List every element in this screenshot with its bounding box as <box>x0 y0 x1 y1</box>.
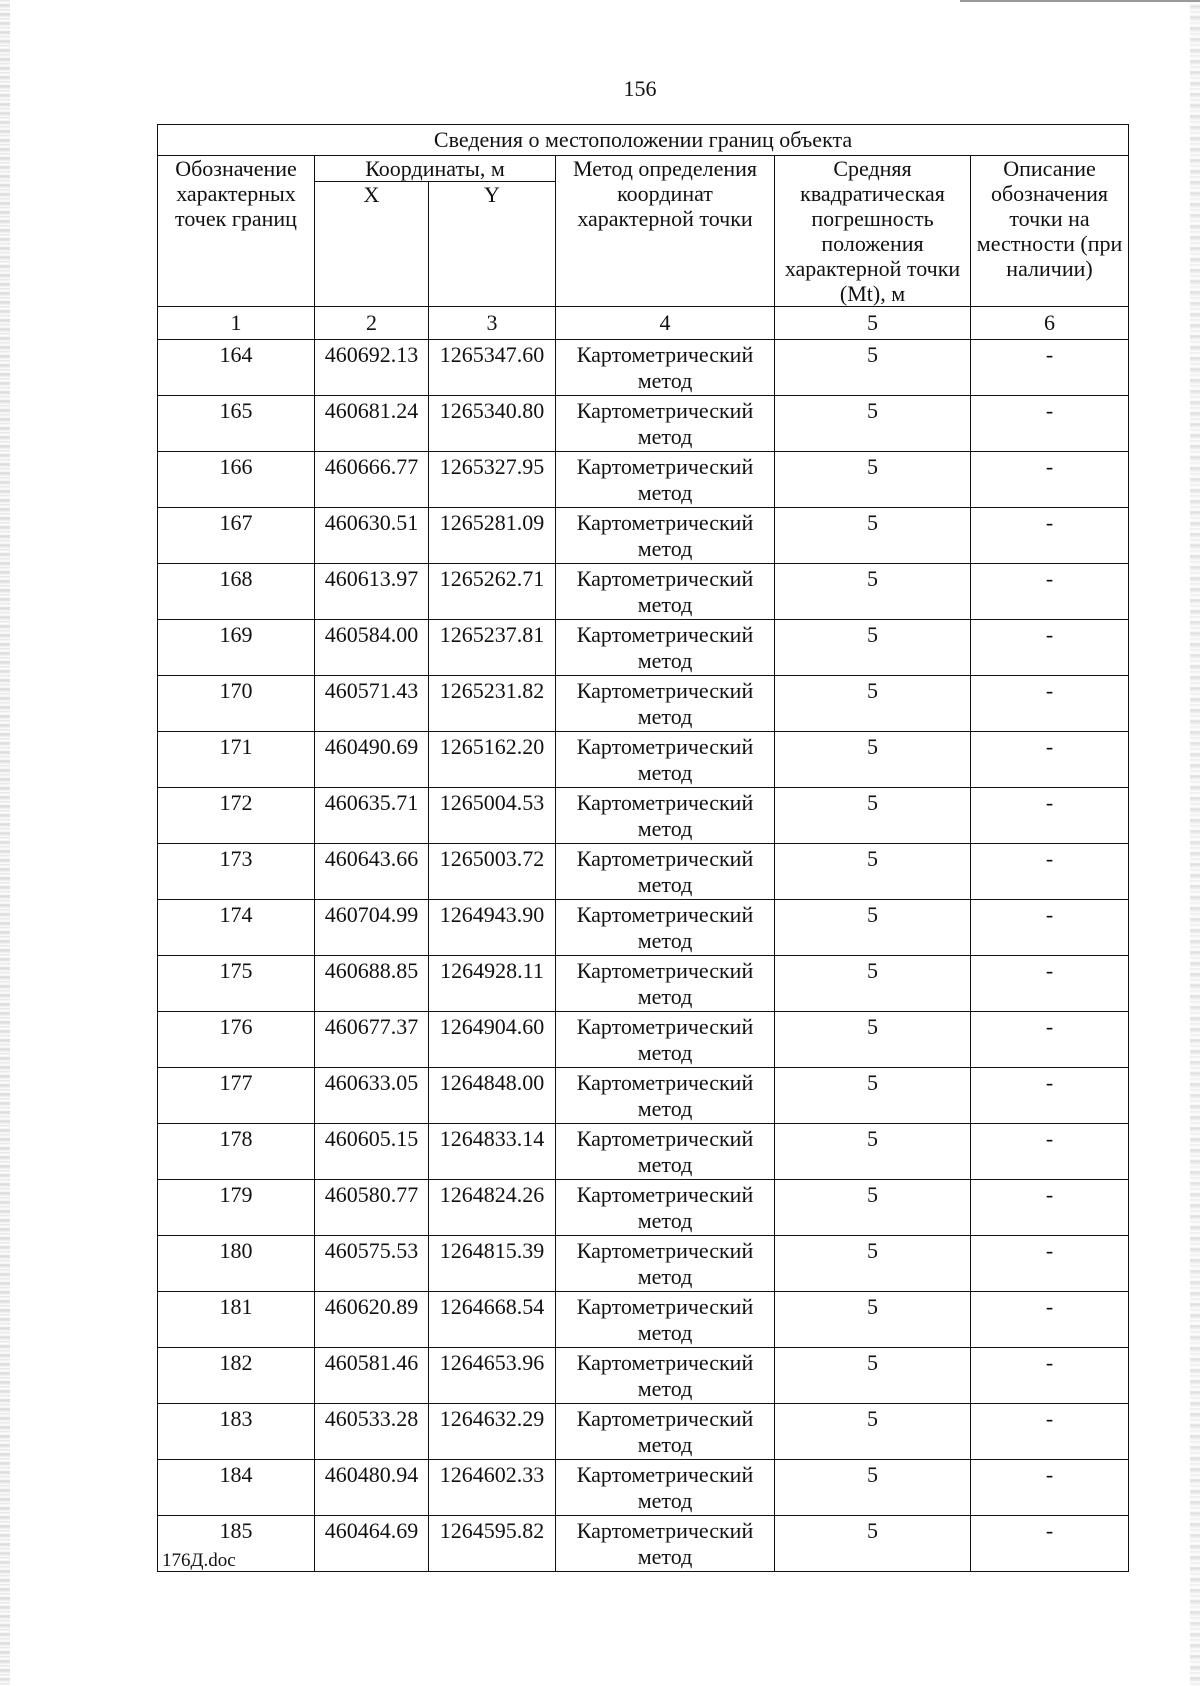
table-row <box>158 1180 1129 1236</box>
table-title: Сведения о местоположении границ объекта <box>158 125 1129 156</box>
cell-y: 1265231.82 <box>429 676 556 732</box>
cell-description: - <box>971 1012 1129 1068</box>
cell-point: 179 <box>158 1180 315 1236</box>
cell-y: 1264928.11 <box>429 956 556 1012</box>
cell-point: 169 <box>158 620 315 676</box>
cell-x: 460571.43 <box>315 676 429 732</box>
cell-method: Картометрический метод <box>556 900 775 956</box>
column-number: 4 <box>556 307 775 340</box>
cell-y: 1265004.53 <box>429 788 556 844</box>
cell-x: 460633.05 <box>315 1068 429 1124</box>
cell-error: 5 <box>775 1348 971 1404</box>
cell-error: 5 <box>775 1236 971 1292</box>
cell-point: 183 <box>158 1404 315 1460</box>
cell-error: 5 <box>775 396 971 452</box>
column-number: 1 <box>158 307 315 340</box>
cell-point: 176 <box>158 1012 315 1068</box>
cell-error: 5 <box>775 340 971 396</box>
cell-method: Картометрический метод <box>556 844 775 900</box>
cell-y: 1264833.14 <box>429 1124 556 1180</box>
cell-x: 460692.13 <box>315 340 429 396</box>
cell-error: 5 <box>775 1068 971 1124</box>
table-row <box>158 1292 1129 1348</box>
table-row <box>158 396 1129 452</box>
cell-y: 1265162.20 <box>429 732 556 788</box>
cell-point: 173 <box>158 844 315 900</box>
cell-description: - <box>971 900 1129 956</box>
cell-description: - <box>971 1460 1129 1516</box>
cell-point: 184 <box>158 1460 315 1516</box>
cell-error: 5 <box>775 956 971 1012</box>
cell-y: 1264848.00 <box>429 1068 556 1124</box>
table-row <box>158 676 1129 732</box>
column-number-row <box>158 307 1129 340</box>
cell-x: 460581.46 <box>315 1348 429 1404</box>
cell-point: 166 <box>158 452 315 508</box>
table-row <box>158 900 1129 956</box>
header-error: Средняя квадратическая погрешность положения характерной точки (Mt), м <box>775 156 971 307</box>
cell-point: 178 <box>158 1124 315 1180</box>
cell-method: Картометрический метод <box>556 1124 775 1180</box>
cell-description: - <box>971 340 1129 396</box>
cell-point: 171 <box>158 732 315 788</box>
page-number: 156 <box>623 76 657 101</box>
cell-y: 1264632.29 <box>429 1404 556 1460</box>
cell-y: 1265003.72 <box>429 844 556 900</box>
cell-method: Картометрический метод <box>556 1236 775 1292</box>
cell-point: 174 <box>158 900 315 956</box>
cell-point: 172 <box>158 788 315 844</box>
header-description: Описание обозначения точки на местности (при наличии) <box>971 156 1129 307</box>
cell-point: 167 <box>158 508 315 564</box>
table-row <box>158 340 1129 396</box>
cell-error: 5 <box>775 620 971 676</box>
cell-error: 5 <box>775 900 971 956</box>
table-row <box>158 1068 1129 1124</box>
header-coordinates: Координаты, м <box>315 156 556 182</box>
cell-point: 165 <box>158 396 315 452</box>
cell-description: - <box>971 1124 1129 1180</box>
cell-method: Картометрический метод <box>556 508 775 564</box>
cell-x: 460630.51 <box>315 508 429 564</box>
cell-x: 460704.99 <box>315 900 429 956</box>
cell-x: 460575.53 <box>315 1236 429 1292</box>
cell-point: 168 <box>158 564 315 620</box>
header-row <box>158 156 1129 182</box>
table-row <box>158 844 1129 900</box>
cell-point: 181 <box>158 1292 315 1348</box>
cell-point: 177 <box>158 1068 315 1124</box>
cell-description: - <box>971 1404 1129 1460</box>
cell-point: 182 <box>158 1348 315 1404</box>
cell-description: - <box>971 844 1129 900</box>
header-designation: Обозначение характерных точек границ <box>158 156 315 307</box>
cell-y: 1264602.33 <box>429 1460 556 1516</box>
cell-error: 5 <box>775 676 971 732</box>
cell-description: - <box>971 1516 1129 1572</box>
cell-y: 1265347.60 <box>429 340 556 396</box>
cell-x: 460681.24 <box>315 396 429 452</box>
cell-description: - <box>971 732 1129 788</box>
cell-method: Картометрический метод <box>556 396 775 452</box>
cell-y: 1264595.82 <box>429 1516 556 1572</box>
cell-error: 5 <box>775 508 971 564</box>
cell-x: 460635.71 <box>315 788 429 844</box>
cell-description: - <box>971 620 1129 676</box>
cell-method: Картометрический метод <box>556 1180 775 1236</box>
cell-x: 460533.28 <box>315 1404 429 1460</box>
cell-error: 5 <box>775 1460 971 1516</box>
cell-y: 1264668.54 <box>429 1292 556 1348</box>
table-row <box>158 956 1129 1012</box>
cell-description: - <box>971 1180 1129 1236</box>
cell-description: - <box>971 452 1129 508</box>
cell-y: 1264904.60 <box>429 1012 556 1068</box>
cell-description: - <box>971 1292 1129 1348</box>
cell-description: - <box>971 788 1129 844</box>
cell-y: 1265262.71 <box>429 564 556 620</box>
cell-x: 460677.37 <box>315 1012 429 1068</box>
cell-x: 460464.69 <box>315 1516 429 1572</box>
cell-method: Картометрический метод <box>556 1404 775 1460</box>
cell-x: 460580.77 <box>315 1180 429 1236</box>
cell-x: 460480.94 <box>315 1460 429 1516</box>
table-row <box>158 1348 1129 1404</box>
cell-method: Картометрический метод <box>556 1348 775 1404</box>
cell-y: 1264653.96 <box>429 1348 556 1404</box>
cell-description: - <box>971 564 1129 620</box>
table-row <box>158 1236 1129 1292</box>
scan-edge-top <box>960 0 1200 2</box>
cell-method: Картометрический метод <box>556 676 775 732</box>
table-row <box>158 564 1129 620</box>
cell-y: 1265281.09 <box>429 508 556 564</box>
cell-method: Картометрический метод <box>556 452 775 508</box>
cell-y: 1264815.39 <box>429 1236 556 1292</box>
cell-point: 170 <box>158 676 315 732</box>
cell-point: 185 <box>158 1516 315 1572</box>
cell-y: 1265327.95 <box>429 452 556 508</box>
cell-method: Картометрический метод <box>556 956 775 1012</box>
cell-error: 5 <box>775 1012 971 1068</box>
header-x: X <box>315 182 429 307</box>
cell-x: 460688.85 <box>315 956 429 1012</box>
cell-point: 164 <box>158 340 315 396</box>
cell-error: 5 <box>775 1516 971 1572</box>
cell-x: 460490.69 <box>315 732 429 788</box>
table-row <box>158 452 1129 508</box>
cell-error: 5 <box>775 564 971 620</box>
cell-method: Картометрический метод <box>556 1068 775 1124</box>
column-number: 2 <box>315 307 429 340</box>
cell-y: 1264824.26 <box>429 1180 556 1236</box>
cell-y: 1265237.81 <box>429 620 556 676</box>
column-number: 3 <box>429 307 556 340</box>
cell-point: 180 <box>158 1236 315 1292</box>
cell-x: 460605.15 <box>315 1124 429 1180</box>
scan-edge-left <box>0 0 10 1686</box>
cell-error: 5 <box>775 1180 971 1236</box>
cell-description: - <box>971 508 1129 564</box>
column-number: 5 <box>775 307 971 340</box>
scan-edge-right <box>1190 0 1200 1686</box>
cell-x: 460620.89 <box>315 1292 429 1348</box>
table-row <box>158 1516 1129 1572</box>
table-row <box>158 788 1129 844</box>
cell-method: Картометрический метод <box>556 1012 775 1068</box>
cell-x: 460584.00 <box>315 620 429 676</box>
table-title-row <box>158 125 1129 156</box>
cell-error: 5 <box>775 452 971 508</box>
cell-y: 1264943.90 <box>429 900 556 956</box>
footer-filename: 176Д.doc <box>162 1550 236 1571</box>
cell-description: - <box>971 1236 1129 1292</box>
cell-error: 5 <box>775 1124 971 1180</box>
cell-description: - <box>971 1068 1129 1124</box>
table-row <box>158 508 1129 564</box>
cell-error: 5 <box>775 788 971 844</box>
cell-method: Картометрический метод <box>556 1516 775 1572</box>
table-row <box>158 1124 1129 1180</box>
cell-method: Картометрический метод <box>556 620 775 676</box>
table-row <box>158 1460 1129 1516</box>
table-row <box>158 732 1129 788</box>
cell-error: 5 <box>775 844 971 900</box>
cell-description: - <box>971 676 1129 732</box>
cell-point: 175 <box>158 956 315 1012</box>
cell-method: Картометрический метод <box>556 340 775 396</box>
table-row <box>158 1012 1129 1068</box>
coordinates-table <box>157 124 1129 1572</box>
cell-description: - <box>971 396 1129 452</box>
cell-error: 5 <box>775 732 971 788</box>
cell-description: - <box>971 1348 1129 1404</box>
header-y: Y <box>429 182 556 307</box>
cell-method: Картометрический метод <box>556 788 775 844</box>
cell-method: Картометрический метод <box>556 1292 775 1348</box>
table-row <box>158 620 1129 676</box>
cell-error: 5 <box>775 1404 971 1460</box>
cell-y: 1265340.80 <box>429 396 556 452</box>
column-number: 6 <box>971 307 1129 340</box>
cell-method: Картометрический метод <box>556 732 775 788</box>
table-row <box>158 1404 1129 1460</box>
cell-error: 5 <box>775 1292 971 1348</box>
cell-description: - <box>971 956 1129 1012</box>
header-method: Метод определения координат характерной точки <box>556 156 775 307</box>
cell-x: 460613.97 <box>315 564 429 620</box>
cell-x: 460666.77 <box>315 452 429 508</box>
cell-x: 460643.66 <box>315 844 429 900</box>
cell-method: Картометрический метод <box>556 1460 775 1516</box>
cell-method: Картометрический метод <box>556 564 775 620</box>
